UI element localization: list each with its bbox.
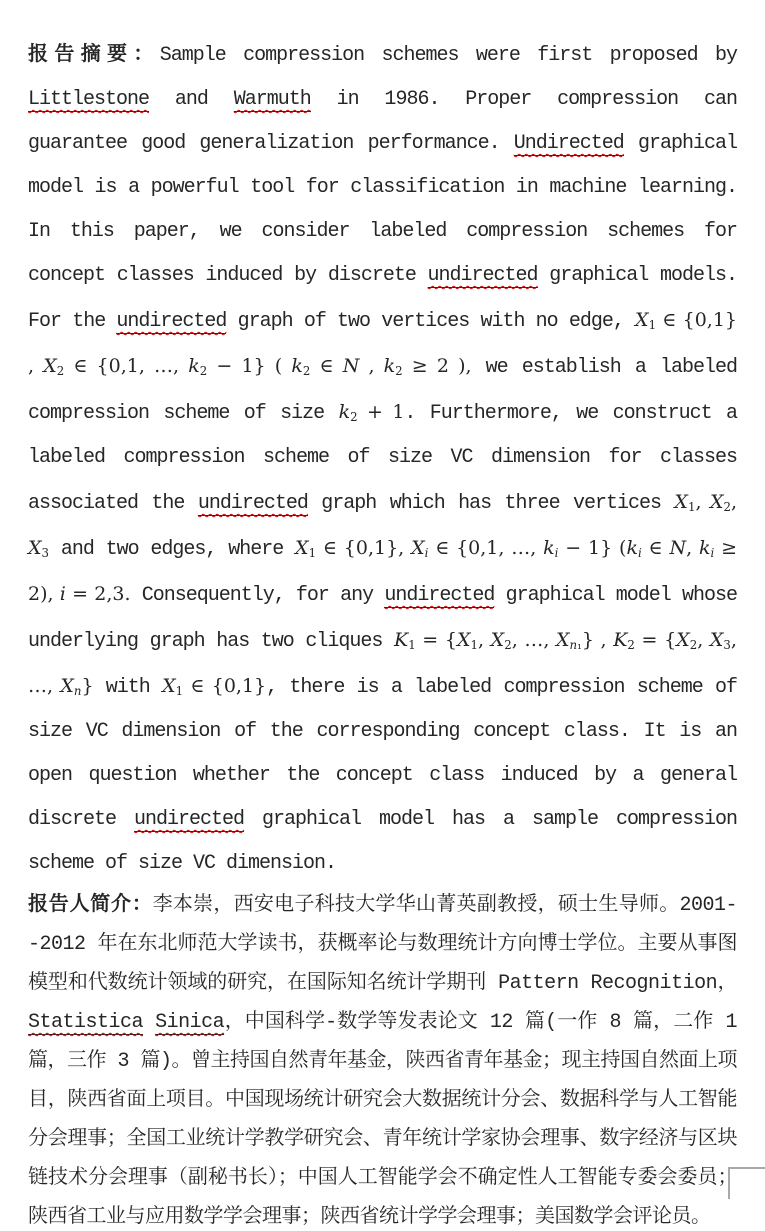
bio-paragraph xyxy=(0,886,765,1231)
math-expression: $X_1$ ∈ {0,1}, $X_i$ ∈ {0,1, …, $k_i - 1$} ($k_i$ ∈ N, $k_i \ge 2$), i = 2,3. xyxy=(28,537,737,605)
text-run xyxy=(143,1011,155,1034)
text-run: with xyxy=(93,676,163,699)
math-expression: $X_1$ ∈ {0,1} xyxy=(162,675,267,698)
text-run: graph of two vertices with no edge, xyxy=(226,310,636,333)
abstract-text xyxy=(28,44,737,875)
bio-text xyxy=(28,894,737,1229)
underlined-term: Littlestone xyxy=(28,88,150,111)
page-corner-mark xyxy=(728,1167,765,1199)
text-run: . Furthermore, we construct a labeled compression scheme of size VC dimension for classes associated the xyxy=(28,402,737,515)
underlined-term: undirected xyxy=(384,584,495,607)
underlined-term: Statistica xyxy=(28,1011,144,1034)
text-run: graphical model whose underlying graph has two cliques xyxy=(28,584,737,653)
text-run: graphical model has a sample compression scheme of size VC dimension. xyxy=(28,808,737,875)
text-run: graphical models. For the xyxy=(28,264,737,333)
underlined-term: undirected xyxy=(427,264,538,287)
math-expression: $k_2 + 1$ xyxy=(338,401,405,424)
text-run: Consequently, for any xyxy=(130,584,385,607)
text-run: , there is a labeled compression scheme of size VC dimension of the corresponding concept class. It is an open question whether the concept class induced by a general discrete xyxy=(28,676,737,831)
underlined-term: undirected xyxy=(197,492,308,515)
text-run: graph which has three vertices xyxy=(307,492,675,515)
bio-heading: 报告人简介： xyxy=(28,894,153,917)
underlined-term: Undirected xyxy=(513,132,624,155)
text-run: 李本崇，西安电子科技大学华山菁英副教授，硕士生导师。2001--2012 年在东北师范大学读书，获概率论与数理统计方向博士学位。主要从事图模型和代数统计领域的研究，在国际知名统计学期刊 Pattern Recognition， xyxy=(28,894,737,995)
text-run: we establish a labeled compression scheme of size xyxy=(28,356,737,425)
underlined-term: Warmuth xyxy=(233,88,311,111)
text-run: and xyxy=(149,88,234,111)
text-run: Sample compression schemes were first proposed by xyxy=(159,44,737,67)
abstract-heading: 报告摘要： xyxy=(28,44,160,67)
text-run: graphical model is a powerful tool for classification in machine learning. In this paper, we consider labeled compression schemes for concept classes induced by discrete xyxy=(28,132,737,287)
text-run: in 1986. Proper compression can guarantee good generalization performance. xyxy=(28,88,738,155)
underlined-term: Sinica xyxy=(155,1011,225,1034)
math-expression: $X_1$, $X_2$, $X_3$ xyxy=(28,491,738,560)
math-expression: $X_1$ ∈ {0,1} , $X_2$ ∈ {0,1, …, $k_2 - 1$} ( $k_2$ ∈ N , $k_2 \ge 2$ ), xyxy=(28,309,737,378)
underlined-term: undirected xyxy=(116,310,227,333)
text-run: ，中国科学-数学等发表论文 12 篇(一作 8 篇，二作 1 篇，三作 3 篇)。曾主持国自然青年基金，陕西省青年基金；现主持国自然面上项目，陕西省面上项目。中国现场统计研究会大数据统计分会、数据科学与人工智能分会理事；全国工业统计学教学研究会、青年统计学家协会理事、数字经济与区块链技术分会理事（副秘书长）；中国人工智能学会不确定性人工智能专委会委员；陕西省工业与应用数学学会理事；陕西省统计学学会理事；美国数学会评论员。 xyxy=(28,1011,738,1229)
underlined-term: undirected xyxy=(134,808,245,831)
text-run: and two edges, where xyxy=(49,538,296,561)
math-expression: $K_1 = \{X_1$, $X_2$, …, $X_{n_1}$} , $K_2 = \{X_2$, $X_3$, …, $X_n$} xyxy=(28,629,737,698)
